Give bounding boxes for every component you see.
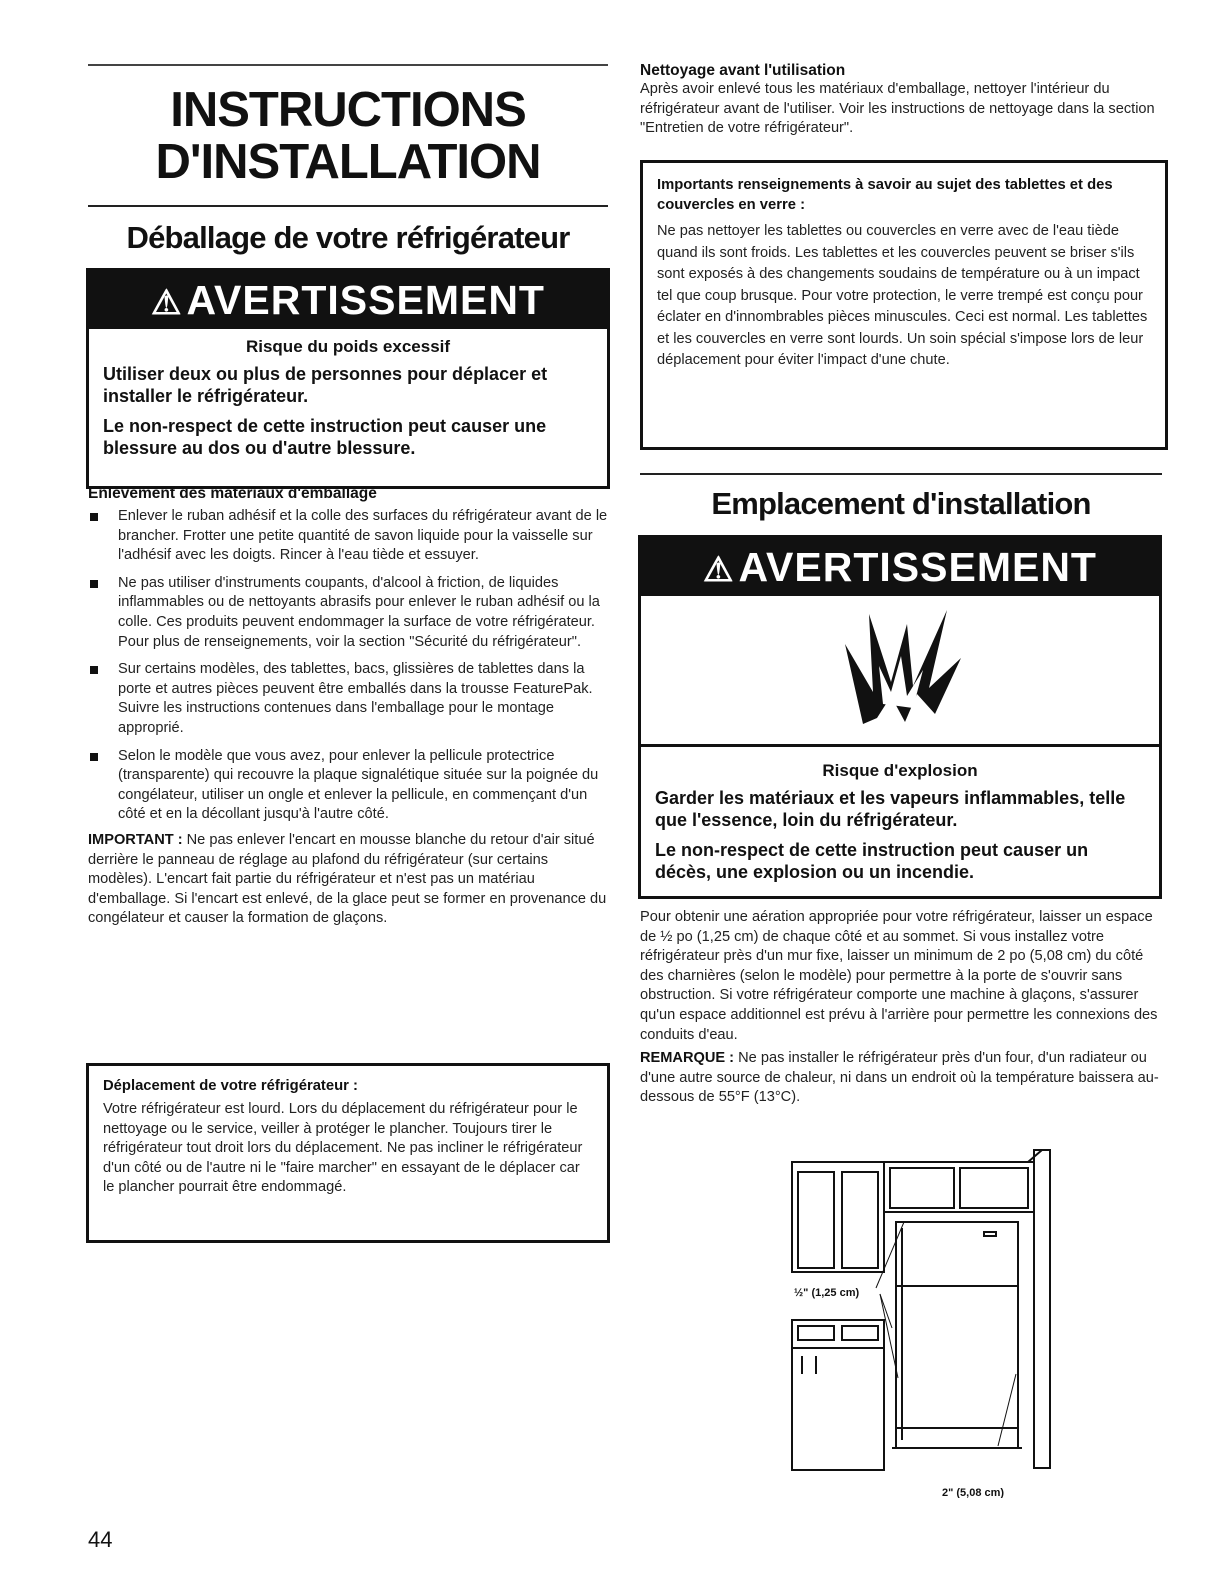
cleaning-text: Après avoir enlevé tous les matériaux d'emballage, nettoyer l'intérieur du réfrigérateur avant de l'utiliser. Voir les instructions de nettoyage dans la section "Entretien de votre réfrigérateur". <box>640 81 1155 137</box>
glass-text: Ne pas nettoyer les tablettes ou couvercles en verre avec de l'eau tiède quand ils sont froids. Les tablettes et les couvercles peuvent se briser s'ils sont exposés à des changements soudains de température ou à un impact tel que coup brusque. Pour votre protection, le verre trempé est conçu pour éclater en d'innombrables pièces minuscules. Ceci est normal. Les tablettes et les couvercles en verre sont lourds. Un soin spécial s'impose lors de leur déplacement pour éviter l'impact d'une chute. <box>657 223 1148 368</box>
remark-text: Ne pas installer le réfrigérateur près d'un four, d'un radiateur ou d'une autre source de chaleur, ni dans un endroit où la température baissera au-dessous de 55°F (13°C). <box>640 1050 1159 1106</box>
section-divider <box>88 205 608 207</box>
important-note <box>88 831 610 929</box>
location-heading: Emplacement d'installation <box>711 486 1091 521</box>
page-title-line-1: INSTRUCTIONS <box>170 83 526 137</box>
important-text: Ne pas enlever l'encart en mousse blanche du retour d'air situé derrière le panneau de réglage au plafond du réfrigérateur (sur certains modèles). L'encart fait partie du réfrigérateur et n'est pas un matériau d'emballage. Si l'encart est enlevé, de la glace peut se former en provenance du congélateur et causer la formation de glaçons. <box>88 831 607 927</box>
important-label: IMPORTANT : <box>88 831 183 848</box>
top-decorative-rule <box>88 64 608 66</box>
warning-banner <box>89 271 607 329</box>
list-item: Sur certains modèles, des tablettes, bacs, glissières de tablettes dans la porte et autres pièces peuvent être emballés dans la trousse FeaturePak. Suivre les instructions contenues dans l'emballage pour le montage approprié. <box>88 660 610 738</box>
refrigerator-drawing <box>892 1222 1022 1448</box>
warning-hazard: Risque d'explosion <box>822 761 978 780</box>
side-clearance-label: ½" (1,25 cm) <box>794 1287 860 1299</box>
location-section <box>640 908 1162 1108</box>
kitchen-cabinets <box>792 1150 1050 1470</box>
warning-banner-label: AVERTISSEMENT <box>186 277 545 323</box>
explosion-icon <box>825 604 975 734</box>
warning-consequence: Le non-respect de cette instruction peut causer un décès, une explosion ou un incendie. <box>655 840 1089 882</box>
cleaning-heading: Nettoyage avant l'utilisation <box>640 62 846 79</box>
explosion-icon-area <box>641 596 1159 747</box>
weight-warning-box <box>86 268 610 489</box>
glass-info-box <box>640 160 1168 450</box>
page-title <box>88 84 608 188</box>
explosion-warning-box <box>638 535 1162 899</box>
moving-info-box <box>86 1063 610 1243</box>
warning-triangle-icon: ⚠ <box>703 551 735 589</box>
list-item: Selon le modèle que vous avez, pour enlever la pellicule protectrice (transparente) qui recouvre la plaque signalétique située sur la poignée du congélateur, utiliser un ongle et enlever la pellicule, en commençant d'un côté et en la décollant jusqu'à l'autre côté. <box>88 747 610 825</box>
list-item: Enlever le ruban adhésif et la colle des surfaces du réfrigérateur avant de le brancher. Frotter une petite quantité de savon liquide pour la vaisselle sur l'adhésif avec les doigts. Rincer à l'eau tiède et essuyer. <box>88 507 610 566</box>
warning-triangle-icon: ⚠ <box>151 284 183 322</box>
glass-title: Importants renseignements à savoir au sujet des tablettes et des couvercles en verre : <box>657 177 1113 213</box>
warning-content <box>641 747 1159 893</box>
location-paragraph: Pour obtenir une aération appropriée pour votre réfrigérateur, laisser un espace de ½ po (1,25 cm) de chaque côté et au sommet. Si vous installez votre réfrigérateur près d'un mur fixe, laisser un minimum de 2 po (5,08 cm) du côté des charnières (selon le modèle) pour permettre à la porte de s'ouvrir sans obstruction. Si votre réfrigérateur comporte une machine à glaçons, s'assurer qu'un espace additionnel est prévu à l'arrière pour permettre les connexions des conduits d'eau. <box>640 909 1158 1043</box>
warning-banner <box>641 538 1159 596</box>
page-title-line-2: D'INSTALLATION <box>155 135 541 189</box>
warning-instruction: Garder les matériaux et les vapeurs inflammables, telle que l'essence, loin du réfrigérateur. <box>655 788 1126 830</box>
wall-clearance-label: 2" (5,08 cm) <box>942 1487 1005 1498</box>
warning-consequence: Le non-respect de cette instruction peut causer une blessure au dos ou d'autre blessure. <box>103 416 547 458</box>
packing-removal-heading: Enlèvement des matériaux d'emballage <box>88 485 377 502</box>
remark-note <box>640 1049 1162 1108</box>
clearance-diagram <box>780 1148 1060 1498</box>
warning-instruction: Utiliser deux ou plus de personnes pour déplacer et installer le réfrigérateur. <box>103 364 548 406</box>
section-divider <box>640 473 1162 475</box>
list-item: Ne pas utiliser d'instruments coupants, d'alcool à friction, de liquides inflammables ou de nettoyants abrasifs pour enlever le ruban adhésif ou la colle. Ces produits peuvent endommager la surface de votre réfrigérateur. Pour plus de renseignements, voir la section "Sécurité du réfrigérateur". <box>88 574 610 652</box>
packing-removal-section <box>88 485 610 929</box>
remark-label: REMARQUE : <box>640 1050 735 1067</box>
moving-text: Votre réfrigérateur est lourd. Lors du déplacement du réfrigérateur pour le nettoyage ou le service, veiller à protéger le plancher. Toujours tirer le réfrigérateur tout droit lors du déplacement. Ne pas incliner le réfrigérateur d'un côté ou de l'autre ni le "faire marcher" en essayant de le déplacer car le plancher pourrait être endommagé. <box>103 1101 583 1196</box>
unpacking-heading: Déballage de votre réfrigérateur <box>126 220 570 255</box>
moving-title: Déplacement de votre réfrigérateur : <box>103 1078 358 1094</box>
packing-removal-list <box>88 507 610 825</box>
warning-hazard: Risque du poids excessif <box>245 337 451 356</box>
page-number: 44 <box>88 1527 113 1552</box>
cleaning-section <box>640 62 1162 139</box>
warning-banner-label: AVERTISSEMENT <box>738 544 1097 590</box>
warning-content <box>89 329 607 469</box>
